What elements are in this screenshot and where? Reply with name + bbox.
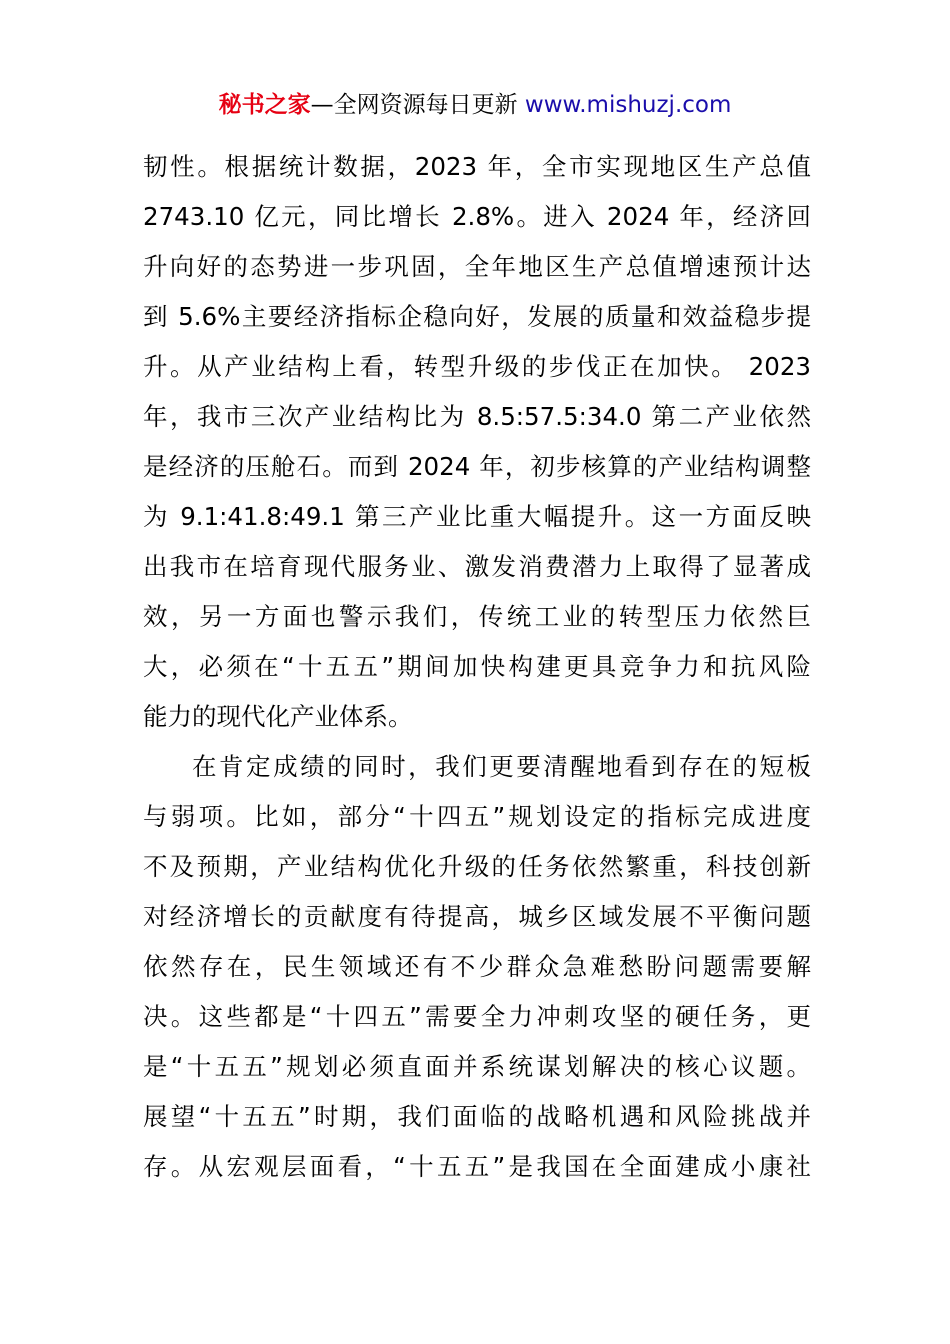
text-line: 韧性。根据统计数据，2023 年，全市实现地区生产总值	[143, 152, 811, 181]
text-line: 与弱项。比如，部分“十四五”规划设定的指标完成进度	[143, 802, 811, 831]
document-body	[143, 142, 811, 1192]
text-line: 是“十五五”规划必须直面并系统谋划解决的核心议题。	[143, 1052, 811, 1081]
text-line: 对经济增长的贡献度有待提高，城乡区域发展不平衡问题	[143, 902, 811, 931]
site-brand: 秘书之家	[218, 92, 311, 118]
text-line: 大，必须在“十五五”期间加快构建更具竞争力和抗风险	[143, 652, 811, 681]
text-line: 效，另一方面也警示我们，传统工业的转型压力依然巨	[143, 602, 811, 631]
site-tagline: —全网资源每日更新	[310, 92, 525, 118]
text-line: 出我市在培育现代服务业、激发消费潜力上取得了显著成	[143, 552, 811, 581]
text-line: 决。这些都是“十四五”需要全力冲刺攻坚的硬任务，更	[143, 1002, 811, 1031]
text-line: 不及预期，产业结构优化升级的任务依然繁重，科技创新	[143, 852, 811, 881]
text-line: 为 9.1:41.8:49.1 第三产业比重大幅提升。这一方面反映	[143, 502, 811, 531]
text-line: 2743.10 亿元，同比增长 2.8%。进入 2024 年，经济回	[143, 202, 811, 231]
text-line: 到 5.6%主要经济指标企稳向好，发展的质量和效益稳步提	[143, 302, 811, 331]
site-url-link[interactable]: www.mishuzj.com	[524, 92, 732, 118]
text-line: 升向好的态势进一步巩固，全年地区生产总值增速预计达	[143, 252, 811, 281]
site-header	[0, 88, 950, 122]
text-line: 存。从宏观层面看，“十五五”是我国在全面建成小康社	[143, 1152, 811, 1181]
text-line: 升。从产业结构上看，转型升级的步伐正在加快。 2023	[143, 352, 811, 381]
text-line: 是经济的压舱石。而到 2024 年，初步核算的产业结构调整	[143, 452, 811, 481]
text-line: 能力的现代化产业体系。	[143, 702, 413, 731]
text-line: 依然存在，民生领域还有不少群众急难愁盼问题需要解	[143, 952, 811, 981]
paragraph-first-line: 在肯定成绩的同时，我们更要清醒地看到存在的短板	[192, 752, 811, 781]
text-line: 展望“十五五”时期，我们面临的战略机遇和风险挑战并	[143, 1102, 811, 1131]
text-line: 年，我市三次产业结构比为 8.5:57.5:34.0 第二产业依然	[143, 402, 811, 431]
